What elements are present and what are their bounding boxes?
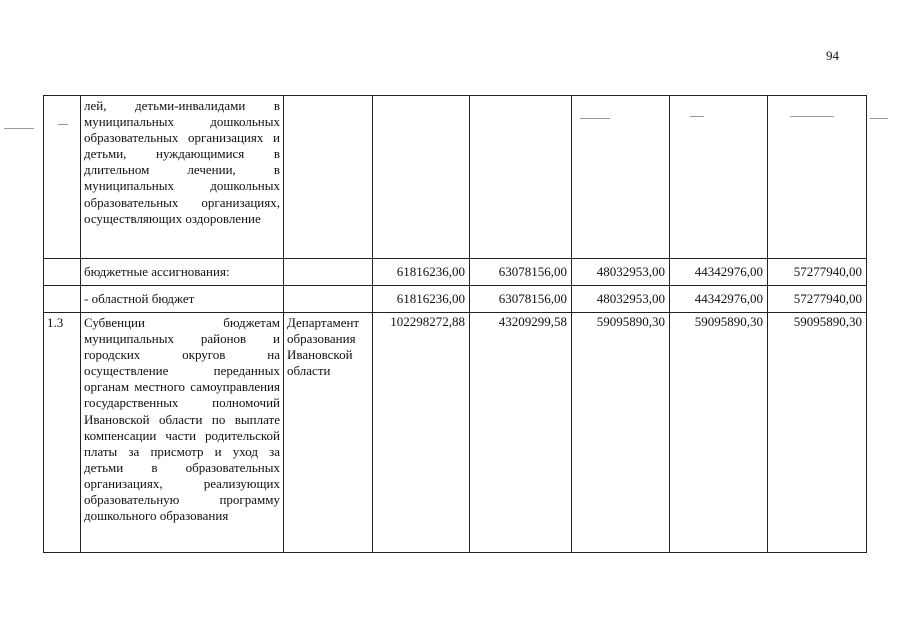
value-cell: 59095890,30 xyxy=(572,313,670,553)
budget-table xyxy=(43,95,867,553)
value-cell xyxy=(768,96,867,259)
table-row xyxy=(44,96,867,259)
scan-mark xyxy=(790,116,834,117)
value-cell: 44342976,00 xyxy=(670,259,768,286)
value-cell xyxy=(470,96,572,259)
table-row xyxy=(44,313,867,553)
value-cell: 59095890,30 xyxy=(768,313,867,553)
scan-mark xyxy=(4,128,34,129)
executor-cell xyxy=(284,96,373,259)
row-number-cell xyxy=(44,259,81,286)
value-cell: 63078156,00 xyxy=(470,286,572,313)
value-cell xyxy=(572,96,670,259)
table-row xyxy=(44,286,867,313)
scan-mark xyxy=(580,118,610,119)
row-number-cell xyxy=(44,286,81,313)
value-cell: 57277940,00 xyxy=(768,286,867,313)
description-cell: бюджетные ассигнования: xyxy=(81,259,284,286)
value-cell: 57277940,00 xyxy=(768,259,867,286)
executor-cell: Департамент образования Ивановской области xyxy=(284,313,373,553)
scan-mark xyxy=(58,124,68,125)
value-cell: 43209299,58 xyxy=(470,313,572,553)
description-cell: Субвенции бюджетам муниципальных районов и городских округов на осуществление переданных органам местного самоуправления государственных полномочий Ивановской области по выплате компенсации части родительской платы за присмотр и уход за детьми в образовательных организациях, реализующих образовательную программу дошкольного образования xyxy=(81,313,284,553)
value-cell: 48032953,00 xyxy=(572,286,670,313)
value-cell: 59095890,30 xyxy=(670,313,768,553)
page-number: 94 xyxy=(826,48,839,63)
description-cell: - областной бюджет xyxy=(81,286,284,313)
description-cell: лей, детьми-инвалидами в муниципальных дошкольных образовательных организациях и детьми, нуждающимися в длительном лечении, в муниципальных дошкольных образовательных организациях, осуществляющих оздоровление xyxy=(81,96,284,259)
executor-cell xyxy=(284,259,373,286)
scan-mark xyxy=(690,116,704,117)
table-row xyxy=(44,259,867,286)
value-cell xyxy=(670,96,768,259)
row-number-cell xyxy=(44,96,81,259)
value-cell: 44342976,00 xyxy=(670,286,768,313)
value-cell: 102298272,88 xyxy=(373,313,470,553)
value-cell: 61816236,00 xyxy=(373,259,470,286)
value-cell: 48032953,00 xyxy=(572,259,670,286)
row-number-cell: 1.3 xyxy=(44,313,81,553)
value-cell: 61816236,00 xyxy=(373,286,470,313)
executor-cell xyxy=(284,286,373,313)
scan-mark xyxy=(870,118,888,119)
value-cell xyxy=(373,96,470,259)
value-cell: 63078156,00 xyxy=(470,259,572,286)
